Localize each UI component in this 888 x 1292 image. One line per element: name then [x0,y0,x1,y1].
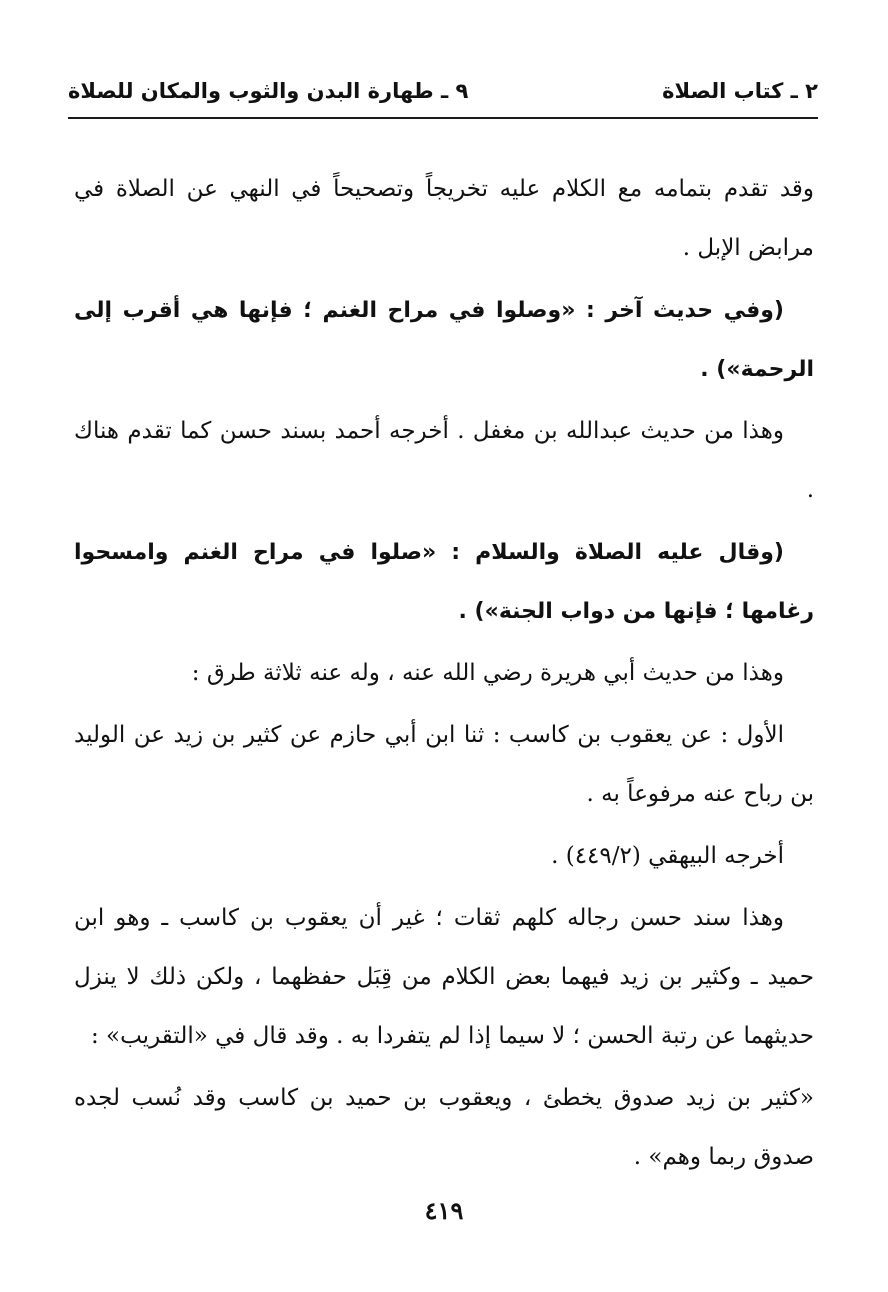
paragraph: الأول : عن يعقوب بن كاسب : ثنا ابن أبي حازم عن كثير بن زيد عن الوليد بن رباح عنه مرفوعاً به . [74,722,814,807]
paragraph: وهذا من حديث عبدالله بن مغفل . أخرجه أحمد بسند حسن كما تقدم هناك . [74,418,814,503]
paragraph: أخرجه البيهقي (٤٤٩/٢) . [551,843,784,869]
paragraph: «كثير بن زيد صدوق يخطئ ، ويعقوب بن حميد بن كاسب وقد نُسب لجده صدوق ربما وهم» . [74,1085,814,1170]
paragraph: وقد تقدم بتمامه مع الكلام عليه تخريجاً وتصحيحاً في النهي عن الصلاة في مرابض الإبل . [74,176,814,261]
header-section-title: ٩ ـ طهارة البدن والثوب والمكان للصلاة [68,79,469,103]
page-body [74,160,814,1190]
page-number: ٤١٩ [424,1196,464,1225]
paragraph: وهذا سند حسن رجاله كلهم ثقات ؛ غير أن يعقوب بن كاسب ـ وهو ابن حميد ـ وكثير بن زيد فيهما بعض الكلام من قِبَل حفظهما ، ولكن ذلك لا ينزل حديثهما عن رتبة الحسن ؛ لا سيما إذا لم يتفردا به . وقد قال في «التقريب» : [74,905,814,1049]
header-divider [68,117,818,119]
running-header [68,70,818,112]
paragraph: وهذا من حديث أبي هريرة رضي الله عنه ، وله عنه ثلاثة طرق : [191,660,784,686]
header-chapter-title: ٢ ـ كتاب الصلاة [662,79,818,103]
hadith-quote: (وفي حديث آخر : «وصلوا في مراح الغنم ؛ فإنها هي أقرب إلى الرحمة») . [74,298,814,382]
hadith-quote: (وقال عليه الصلاة والسلام : «صلوا في مراح الغنم وامسحوا رغامها ؛ فإنها من دواب الجنة») . [74,540,814,624]
